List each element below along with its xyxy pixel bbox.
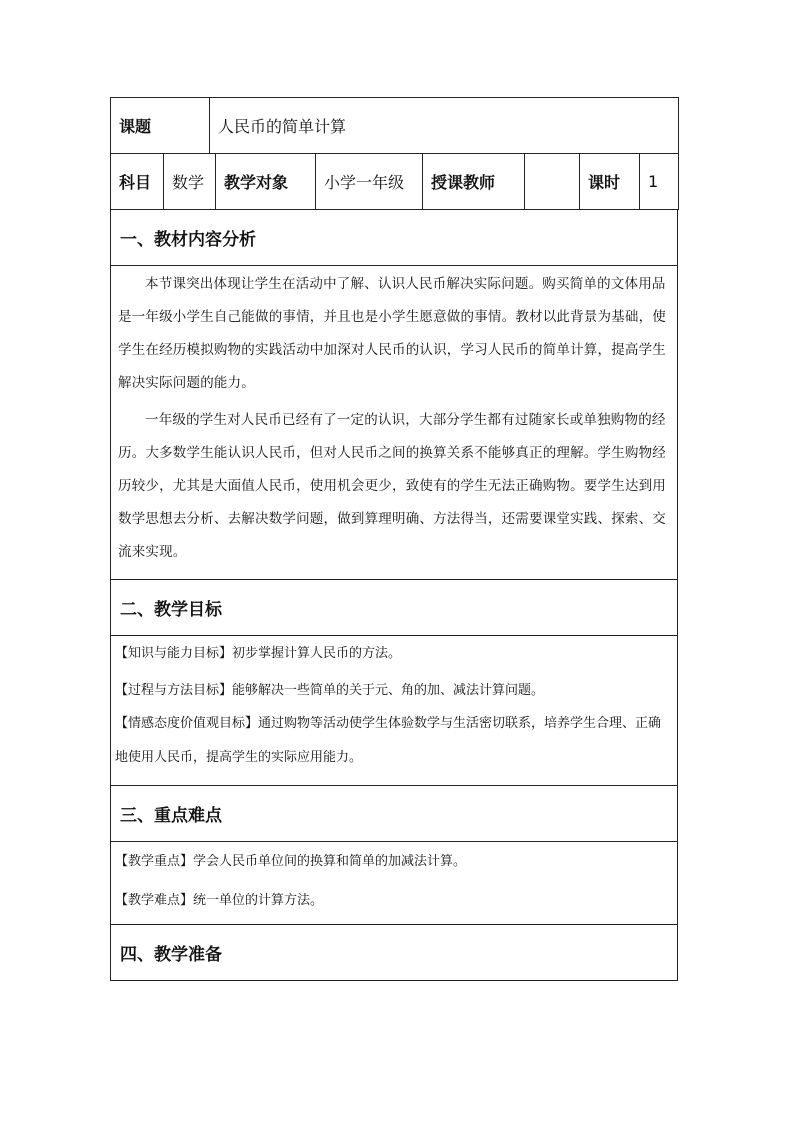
analysis-content (111, 266, 678, 580)
subject-label: 科目 (111, 154, 164, 210)
section-title-goals: 二、教学目标 (111, 580, 678, 636)
teacher-value (525, 154, 580, 210)
header-table-top (110, 97, 679, 154)
section-title-key-points: 三、重点难点 (111, 786, 678, 842)
goal-knowledge: 【知识与能力目标】初步掌握计算人民币的方法。 (115, 646, 402, 661)
lesson-plan-document (110, 97, 678, 981)
goal-process: 【过程与方法目标】能够解决一些简单的关于元、角的加、减法计算问题。 (115, 683, 545, 698)
header-table-meta (110, 153, 679, 210)
goal-emotion: 【情感态度价值观目标】通过购物等活动使学生体验数学与生活密切联系，培养学生合理、正确地使用人民币，提高学生的实际应用能力。 (115, 716, 662, 765)
hours-label: 课时 (580, 154, 640, 210)
audience-value: 小学一年级 (316, 154, 423, 210)
subject-value: 数学 (164, 154, 216, 210)
section-title-preparation: 四、教学准备 (111, 925, 678, 981)
analysis-paragraph: 一年级的学生对人民币已经有了一定的认识，大部分学生都有过随家长或单独购物的经历。大多数学生能认识人民币，但对人民币之间的换算关系不能够真正的理解。学生购物经历较少，尤其是大面值人民币，使用机会更少，致使有的学生无法正确购物。要学生达到用数学思想去分析、去解决数学问题，做到算理明确、方法得当，还需要课堂实践、探索、交流来实现。 (118, 412, 666, 560)
topic-value: 人民币的简单计算 (210, 98, 679, 154)
goals-content (111, 636, 678, 786)
hours-value: 1 (640, 154, 679, 210)
audience-label: 教学对象 (216, 154, 316, 210)
key-point: 【教学重点】学会人民币单位间的换算和简单的加减法计算。 (115, 854, 467, 869)
section-title-analysis: 一、教材内容分析 (111, 210, 678, 266)
topic-label: 课题 (111, 98, 210, 154)
key-points-content (111, 842, 678, 925)
difficult-point: 【教学难点】统一单位的计算方法。 (115, 893, 324, 908)
body-table (110, 209, 678, 981)
analysis-paragraph: 本节课突出体现让学生在活动中了解、认识人民币解决实际问题。购买简单的文体用品是一年级小学生自己能做的事情，并且也是小学生愿意做的事情。教材以此背景为基础，使学生在经历模拟购物的实践活动中加深对人民币的认识，学习人民币的简单计算，提高学生解决实际问题的能力。 (118, 276, 666, 391)
teacher-label: 授课教师 (423, 154, 525, 210)
